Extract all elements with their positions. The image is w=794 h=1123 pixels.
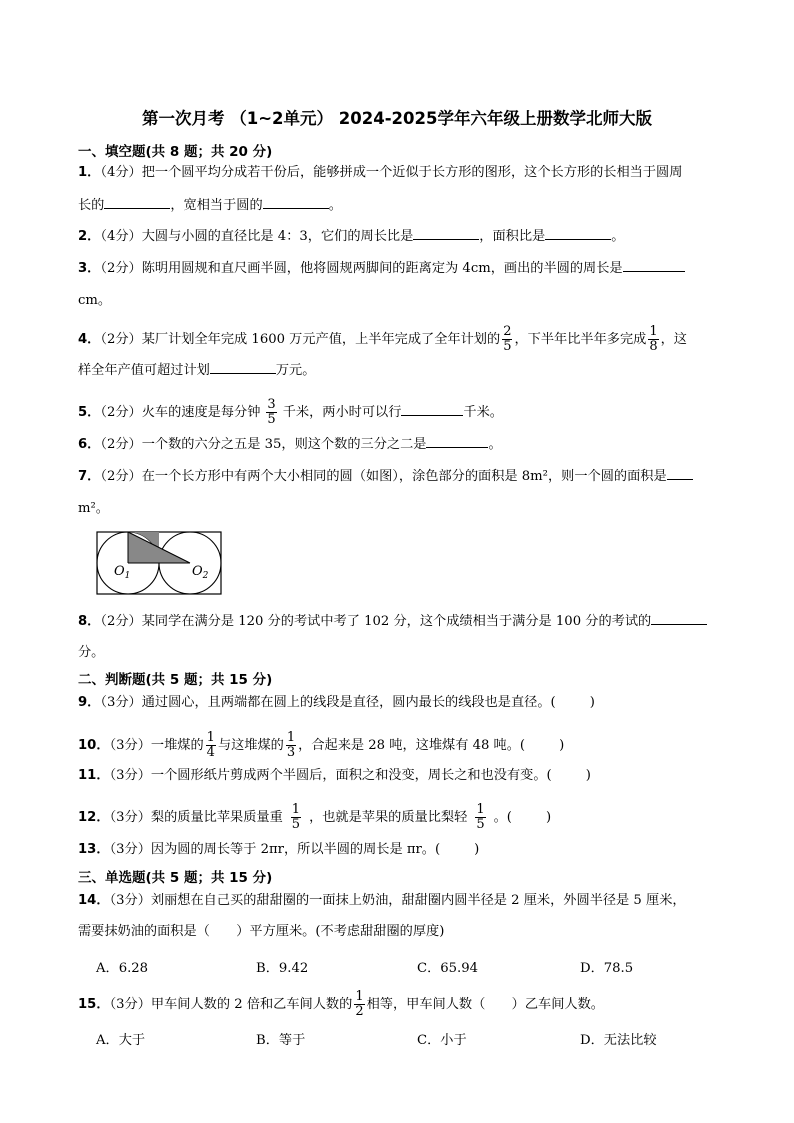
question-text: 甲车间人数的 2 倍和乙车间人数的 [150, 997, 353, 1012]
fraction: $\frac{1}{8}$ [649, 324, 658, 354]
question-5 [78, 398, 503, 427]
question-text: 某同学在满分是 120 分的考试中考了 102 分，这个成绩相当于满分是 100 分的考试的 [141, 614, 652, 629]
question-15 [78, 990, 604, 1019]
question-text: 需要抹奶油的面积是（ ）平方厘米。(不考虑甜甜圈的厚度) [78, 924, 445, 939]
fraction: $\frac{1}{5}$ [291, 802, 301, 832]
section-heading-fill-blank: 一、填空题(共 8 题；共 20 分) [78, 144, 273, 160]
question-text: 通过圆心，且两端都在圆上的线段是直径，圆内最长的线段也是直径。( [141, 695, 556, 710]
question-score: （3分） [109, 768, 151, 783]
question-number: 3． [78, 261, 101, 276]
question-number: 6． [78, 437, 101, 452]
question-score: （3分） [100, 695, 142, 710]
question-13: 13．（3分）因为圆的周长等于 2πr，所以半圆的周长是 πr。( ) [78, 842, 480, 857]
option-b[interactable]: B．等于 [256, 1033, 306, 1048]
question-4-line-1 [78, 325, 687, 354]
section-heading-true-false: 二、判断题(共 5 题；共 15 分) [78, 672, 273, 688]
question-2 [78, 227, 624, 247]
question-score: （3分） [109, 810, 151, 825]
answer-blank[interactable] [545, 227, 611, 240]
question-number: 8． [78, 614, 101, 629]
fraction: $\frac{2}{5}$ [503, 324, 512, 354]
answer-blank[interactable] [401, 403, 463, 416]
question-score: （2分） [100, 261, 142, 276]
question-score: （4分） [100, 229, 142, 244]
question-text: 陈明用圆规和直尺画半圆，他将圆规两脚间的距离定为 4cm，画出的半圆的周长是 [141, 261, 623, 276]
question-8-line-1 [78, 612, 707, 632]
question-text: 千米。 [463, 405, 503, 420]
two-circles-figure [96, 531, 224, 597]
option-d[interactable]: D．78.5 [580, 961, 634, 976]
question-text: ，下半年比半年多完成 [514, 332, 647, 347]
question-number: 2． [78, 229, 101, 244]
fraction: $\frac{1}{3}$ [286, 730, 296, 760]
question-text: 一个圆形纸片剪成两个半圆后，面积之和没变，周长之和也没有变。( [150, 768, 552, 783]
question-text: 梨的质量比苹果质量重 [150, 810, 283, 825]
answer-blank[interactable] [104, 196, 170, 209]
option-c[interactable]: C．小于 [417, 1033, 467, 1048]
question-text: 。 [328, 198, 342, 213]
question-8-line-2 [78, 643, 104, 663]
question-text: 。 [488, 437, 502, 452]
question-12: 12．（3分）梨的质量比苹果质量重 $\frac{1}{5}$ ，也就是苹果的质量比梨轻 $\frac{1}{5}$ 。( ) [78, 802, 552, 832]
question-number: 5． [78, 405, 101, 420]
option-a[interactable]: A．大于 [96, 1033, 146, 1048]
question-number: 12． [78, 810, 110, 825]
question-text: 长的 [78, 198, 105, 213]
option-c[interactable]: C．65.94 [417, 961, 479, 976]
question-11: 11．（3分）一个圆形纸片剪成两个半圆后，面积之和没变，周长之和也没有变。( ) [78, 768, 591, 783]
fraction: $\frac{1}{5}$ [476, 802, 485, 832]
question-number: 7． [78, 469, 101, 484]
question-score: （4分） [100, 165, 142, 180]
question-text: ，面积比是 [479, 229, 546, 244]
question-text: 与这堆煤的 [217, 738, 284, 753]
option-a[interactable]: A．6.28 [96, 961, 149, 976]
question-score: （2分） [100, 332, 142, 347]
section-heading-multiple-choice: 三、单选题(共 5 题；共 15 分) [78, 870, 273, 886]
question-text: 。 [611, 229, 625, 244]
question-7-line-2 [78, 499, 109, 519]
question-text: ，这 [660, 332, 687, 347]
question-number: 4． [78, 332, 101, 347]
question-number: 13． [78, 842, 110, 857]
question-4-line-2 [78, 361, 315, 381]
question-text: 因为圆的周长等于 2πr，所以半圆的周长是 πr。( [150, 842, 441, 857]
question-text: ，合起来是 28 吨，这堆煤有 48 吨。( [298, 738, 526, 753]
question-text: 分。 [78, 645, 105, 660]
center-label-o2: $O_2$ [192, 564, 209, 581]
question-text: 火车的速度是每分钟 [141, 405, 261, 420]
question-score: （2分） [100, 405, 142, 420]
question-number: 9． [78, 695, 101, 710]
question-1-line-2 [78, 196, 342, 216]
question-text: 大圆与小圆的直径比是 4：3，它们的周长比是 [141, 229, 414, 244]
question-text: cm。 [78, 293, 112, 308]
answer-blank[interactable] [413, 227, 479, 240]
question-score: （3分） [109, 997, 151, 1012]
fraction: $\frac{3}{5}$ [267, 397, 276, 427]
question-text: 刘丽想在自己买的甜甜圈的一面抹上奶油，甜甜圈内圆半径是 2 厘米，外圆半径是 5 厘米， [150, 893, 686, 908]
question-score: （2分） [100, 614, 142, 629]
answer-blank[interactable] [623, 259, 685, 272]
question-3-line-2 [78, 291, 111, 311]
question-number: 11． [78, 768, 110, 783]
center-label-o1: $O_1$ [114, 564, 131, 581]
question-14-line-2 [78, 922, 444, 942]
fraction: $\frac{1}{4}$ [206, 730, 215, 760]
question-text: 万元。 [275, 363, 316, 378]
question-9: 9．（3分）通过圆心，且两端都在圆上的线段是直径，圆内最长的线段也是直径。( ) [78, 695, 595, 710]
question-score: （2分） [100, 469, 142, 484]
question-text: 某厂计划全年完成 1600 万元产值，上半年完成了全年计划的 [141, 332, 501, 347]
question-14-line-1 [78, 891, 686, 911]
answer-blank[interactable] [263, 196, 329, 209]
fraction: $\frac{1}{2}$ [355, 989, 364, 1019]
answer-blank[interactable] [651, 612, 707, 625]
question-number: 15． [78, 997, 110, 1012]
option-d[interactable]: D．无法比较 [580, 1033, 657, 1048]
question-score: （3分） [109, 893, 151, 908]
question-text: 相等，甲车间人数（ ）乙车间人数。 [366, 997, 604, 1012]
question-text: ，也就是苹果的质量比梨轻 [309, 810, 468, 825]
question-number: 1． [78, 165, 101, 180]
question-text: 把一个圆平均分成若干份后，能够拼成一个近似于长方形的图形，这个长方形的长相当于圆周 [141, 165, 683, 180]
question-text: 。( [493, 810, 512, 825]
question-score: （2分） [100, 437, 142, 452]
question-3-line-1 [78, 259, 685, 279]
answer-blank[interactable] [667, 467, 693, 480]
question-score: （3分） [109, 738, 151, 753]
question-text: 千米，两小时可以行 [282, 405, 402, 420]
question-10: 10．（3分）一堆煤的 $\frac{1}{4}$ 与这堆煤的 $\frac{1}{3}$ ，合起来是 28 吨，这堆煤有 48 吨。( ) [78, 730, 565, 760]
question-6 [78, 435, 502, 455]
question-1-line-1 [78, 163, 682, 183]
question-text: 一个数的六分之五是 35，则这个数的三分之二是 [141, 437, 427, 452]
page-title: 第一次月考 （1~2单元） 2024-2025学年六年级上册数学北师大版 [142, 109, 652, 128]
answer-blank[interactable] [210, 361, 276, 374]
question-number: 10． [78, 738, 110, 753]
question-text: m²。 [78, 501, 109, 516]
answer-blank[interactable] [426, 435, 488, 448]
question-score: （3分） [109, 842, 151, 857]
option-b[interactable]: B．9.42 [256, 961, 309, 976]
question-text: 在一个长方形中有两个大小相同的圆（如图），涂色部分的面积是 8m²，则一个圆的面积是 [141, 469, 667, 484]
question-7-line-1 [78, 467, 693, 487]
question-text: 一堆煤的 [150, 738, 204, 753]
question-text: 样全年产值可超过计划 [78, 363, 210, 378]
question-text: ，宽相当于圆的 [170, 198, 263, 213]
question-number: 14． [78, 893, 110, 908]
